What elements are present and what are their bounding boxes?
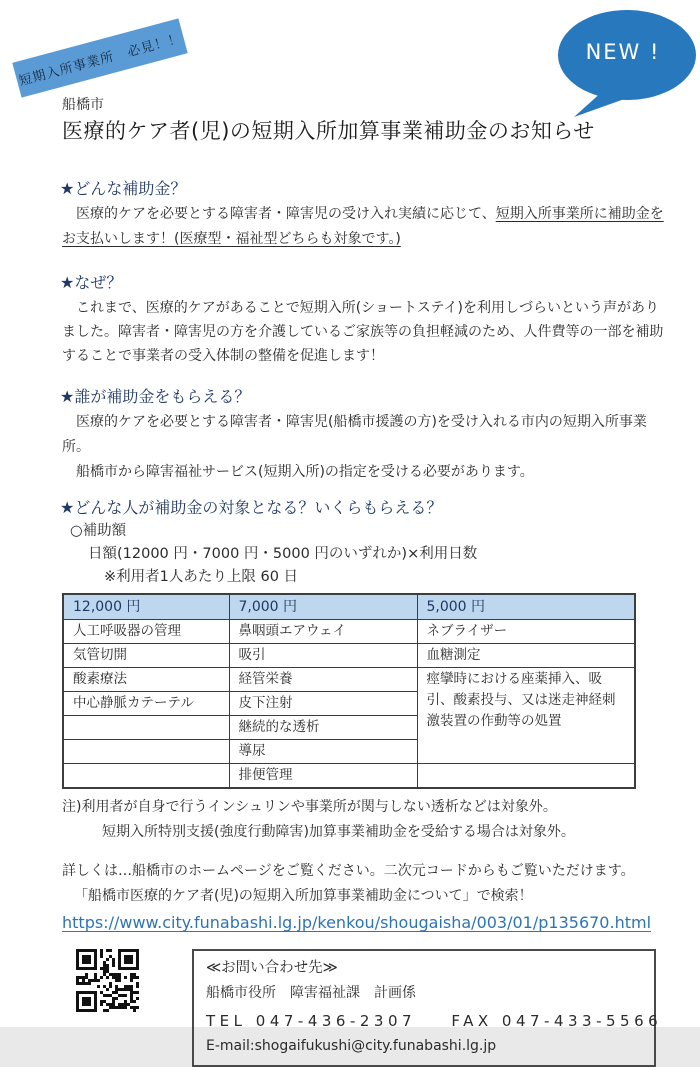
section-heading-why: ★なぜ？: [60, 273, 123, 292]
table-cell: 人工呼吸器の管理: [63, 620, 229, 644]
table-note-1: 注)利用者が自身で行うインシュリンや事業所が関与しない透析などは対象外。: [62, 799, 557, 815]
table-header-7000: 7,000 円: [229, 594, 417, 620]
new-badge-label: NEW !: [585, 40, 661, 64]
table-cell: 継続的な透析: [229, 716, 417, 740]
contact-box: [192, 949, 663, 1067]
section-what-text: 医療的ケアを必要とする障害者・障害児の受け入れ実績に応じて、: [76, 206, 496, 222]
new-badge: [548, 8, 698, 120]
more-info-line1: 詳しくは…船橋市のホームページをご覧ください。二次元コードからもご覧いただけます。: [62, 863, 635, 879]
section-what-underlined-text: 短期入所事業所に補助金をお支払いします！(医療型・福祉型どちらも対象です。): [62, 206, 664, 247]
section-why-body: これまで、医療的ケアがあることで短期入所(ショートステイ)を利用しづらいという声がありました。障害者・障害児の方を介護しているご家族等の負担軽減のため、人件費等の一部を補助することで事業者の受入体制の整備を促進します！: [62, 300, 664, 364]
table-row: [63, 668, 635, 692]
table-cell: 導尿: [229, 740, 417, 764]
contact-tel-fax: [206, 1010, 663, 1032]
amount-formula: 日額(12000 円・7000 円・5000 円のいずれか)×利用日数: [88, 546, 478, 562]
table-row: [63, 764, 635, 789]
ribbon-label: 短期入所事業所 必見！！: [17, 30, 184, 89]
section-who-line1: 医療的ケアを必要とする障害者・障害児(船橋市援護の方)を受け入れる市内の短期入所事業所。: [62, 414, 647, 455]
section-who-line2: 船橋市から障害福祉サービス(短期入所)の指定を受ける必要があります。: [76, 464, 534, 480]
table-cell: [417, 764, 635, 789]
table-header-12000: 12,000 円: [63, 594, 229, 620]
table-cell: 気管切開: [63, 644, 229, 668]
table-cell: 排便管理: [229, 764, 417, 789]
contact-email: E-mail:shogaifukushi@city.funabashi.lg.jp: [206, 1038, 497, 1054]
table-row: [63, 620, 635, 644]
contact-heading: ≪お問い合わせ先≫: [206, 960, 338, 976]
speech-bubble-icon: [548, 8, 698, 120]
page-title: 医療的ケア者(児)の短期入所加算事業補助金のお知らせ: [62, 119, 595, 143]
fax-label: FAX: [451, 1012, 493, 1030]
table-row: [63, 644, 635, 668]
tel-number: 047-436-2307: [255, 1012, 417, 1030]
table-cell-merged: 痙攣時における座薬挿入、吸引、酸素投与、又は迷走神経刺激装置の作動等の処置: [417, 668, 635, 764]
table-cell: 吸引: [229, 644, 417, 668]
table-note-2: 短期入所特別支援(強度行動障害)加算事業補助金を受給する場合は対象外。: [102, 824, 575, 840]
tel-label: TEL: [206, 1012, 247, 1030]
table-cell: [63, 716, 229, 740]
qr-code-image: [76, 949, 139, 1012]
subsidy-fee-table: [62, 593, 636, 789]
table-cell: [63, 740, 229, 764]
section-heading-who: ★誰が補助金をもらえる？: [60, 387, 251, 406]
homepage-link[interactable]: https://www.city.funabashi.lg.jp/kenkou/shougaisha/003/01/p135670.html: [62, 913, 652, 932]
table-cell: 経管栄養: [229, 668, 417, 692]
contact-office: 船橋市役所 障害福祉課 計画係: [206, 985, 416, 1001]
table-cell: 酸素療法: [63, 668, 229, 692]
amount-subheading: ○補助額: [70, 523, 127, 539]
table-cell: 中心静脈カテーテル: [63, 692, 229, 716]
section-what-body: [62, 202, 672, 252]
section-heading-what: ★どんな補助金？: [60, 179, 187, 198]
table-cell: 血糖測定: [417, 644, 635, 668]
more-info-line2: 「船橋市医療的ケア者(児)の短期入所加算事業補助金について」で検索！: [74, 888, 533, 904]
section-who-body: [62, 410, 672, 485]
table-header-row: [63, 594, 635, 620]
table-cell: ネブライザー: [417, 620, 635, 644]
amount-limit-note: ※利用者1人あたり上限 60 日: [104, 569, 299, 585]
table-cell: 皮下注射: [229, 692, 417, 716]
fax-number: 047-433-5566: [501, 1012, 663, 1030]
city-name: 船橋市: [62, 97, 104, 113]
table-header-5000: 5,000 円: [417, 594, 635, 620]
footer-row: [76, 949, 674, 1067]
table-cell: [63, 764, 229, 789]
table-cell: 鼻咽頭エアウェイ: [229, 620, 417, 644]
section-heading-amount: ★どんな人が補助金の対象となる？いくらもらえる？: [60, 498, 443, 517]
